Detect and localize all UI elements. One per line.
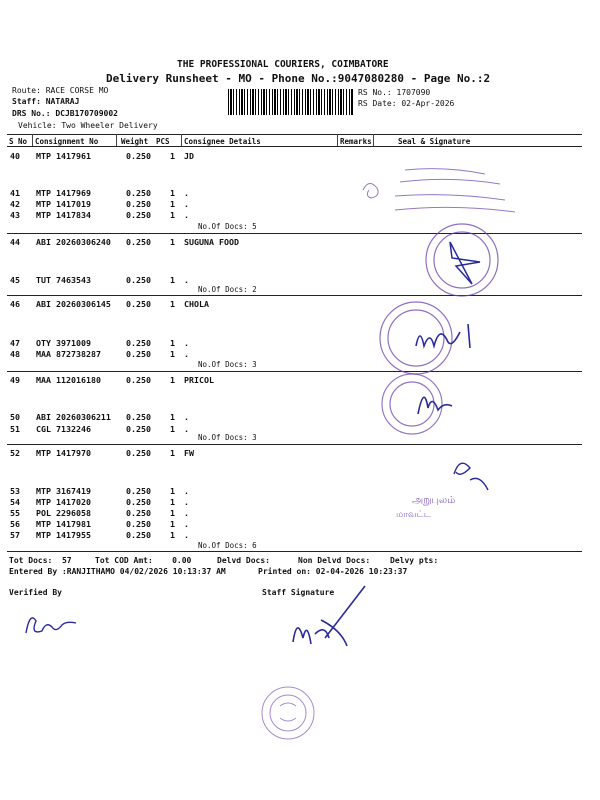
row-consignee: . <box>184 188 189 198</box>
row-weight: 0.250 <box>126 338 151 348</box>
row-consignee: . <box>184 349 189 359</box>
row-weight: 0.250 <box>126 299 151 309</box>
row-consignment-no: ABI 20260306145 <box>36 299 111 309</box>
staff-signature-icon <box>285 580 375 660</box>
row-consignee: SUGUNA FOOD <box>184 237 239 247</box>
row-consignee: . <box>184 338 189 348</box>
row-consignment-no: MTP 1417834 <box>36 210 91 220</box>
row-consignee: . <box>184 424 189 434</box>
row-consignment-no: MTP 1417955 <box>36 530 91 540</box>
group-doc-count: No.Of Docs: 2 <box>198 285 257 294</box>
row-weight: 0.250 <box>126 199 151 209</box>
delivery-points: Delvy pts: <box>390 556 439 565</box>
row-consignee: . <box>184 486 189 496</box>
row-consignee: . <box>184 497 189 507</box>
row-pcs: 1 <box>170 349 175 359</box>
verified-by-label: Verified By <box>9 588 62 597</box>
group-doc-count: No.Of Docs: 5 <box>198 222 257 231</box>
row-weight: 0.250 <box>126 508 151 518</box>
col-divider <box>181 134 182 146</box>
row-sno: 46 <box>10 299 20 309</box>
row-weight: 0.250 <box>126 375 151 385</box>
row-weight: 0.250 <box>126 210 151 220</box>
row-pcs: 1 <box>170 188 175 198</box>
row-sno: 45 <box>10 275 20 285</box>
row-weight: 0.250 <box>126 448 151 458</box>
printed-on: Printed on: 02-04-2026 10:23:37 <box>258 567 408 576</box>
delivered-docs: Delvd Docs: <box>217 556 270 565</box>
row-consignment-no: ABI 20260306211 <box>36 412 111 422</box>
rs-number: RS No.: 1707090 <box>358 88 431 97</box>
table-header-rule <box>7 146 582 147</box>
col-header-sno: S No <box>9 137 28 146</box>
col-header-weight: Weight <box>121 137 149 146</box>
row-pcs: 1 <box>170 299 175 309</box>
table-top-rule <box>7 134 582 135</box>
row-pcs: 1 <box>170 530 175 540</box>
col-header-pcs: PCS <box>156 137 170 146</box>
row-consignment-no: MTP 1417969 <box>36 188 91 198</box>
row-consignee: CHOLA <box>184 299 209 309</box>
row-sno: 55 <box>10 508 20 518</box>
row-sno: 49 <box>10 375 20 385</box>
row-weight: 0.250 <box>126 275 151 285</box>
row-pcs: 1 <box>170 424 175 434</box>
row-consignment-no: MTP 1417019 <box>36 199 91 209</box>
col-header-seal: Seal & Signature <box>398 137 471 146</box>
col-divider <box>337 134 338 146</box>
row-consignment-no: OTY 3971009 <box>36 338 91 348</box>
row-weight: 0.250 <box>126 486 151 496</box>
col-divider <box>32 134 33 146</box>
row-sno: 53 <box>10 486 20 496</box>
row-consignee: . <box>184 530 189 540</box>
row-consignment-no: MTP 1417961 <box>36 151 91 161</box>
col-divider <box>116 134 117 146</box>
row-consignment-no: TUT 7463543 <box>36 275 91 285</box>
row-weight: 0.250 <box>126 412 151 422</box>
row-sno: 44 <box>10 237 20 247</box>
row-sno: 57 <box>10 530 20 540</box>
row-pcs: 1 <box>170 275 175 285</box>
row-consignment-no: POL 2296058 <box>36 508 91 518</box>
row-consignment-no: ABI 20260306240 <box>36 237 111 247</box>
route-label: Route: RACE CORSE MO <box>12 86 109 95</box>
tamil-stamp-text: அறுபுலம் <box>412 495 456 506</box>
col-header-remarks: Remarks <box>340 137 372 146</box>
col-header-consignee: Consignee Details <box>184 137 261 146</box>
row-weight: 0.250 <box>126 151 151 161</box>
row-pcs: 1 <box>170 210 175 220</box>
row-weight: 0.250 <box>126 188 151 198</box>
row-sno: 56 <box>10 519 20 529</box>
non-delivered-docs: Non Delvd Docs: <box>298 556 371 565</box>
row-sno: 52 <box>10 448 20 458</box>
row-consignment-no: MTP 1417970 <box>36 448 91 458</box>
row-consignee: . <box>184 412 189 422</box>
row-consignee: PRICOL <box>184 375 214 385</box>
row-sno: 42 <box>10 199 20 209</box>
row-consignment-no: MTP 1417020 <box>36 497 91 507</box>
row-weight: 0.250 <box>126 530 151 540</box>
row-sno: 54 <box>10 497 20 507</box>
row-pcs: 1 <box>170 237 175 247</box>
row-consignee: FW <box>184 448 194 458</box>
group-separator <box>7 444 582 445</box>
drs-number: DRS No.: DCJB170709002 <box>12 109 118 118</box>
signature-scribble-icon <box>440 450 500 500</box>
entered-by: Entered By :RANJITHAMO 04/02/2026 10:13:37 AM <box>9 567 226 576</box>
rs-date: RS Date: 02-Apr-2026 <box>358 99 455 108</box>
barcode-image <box>228 89 354 115</box>
vehicle-label: Vehicle: Two Wheeler Delivery <box>18 121 158 130</box>
row-sno: 48 <box>10 349 20 359</box>
row-weight: 0.250 <box>126 497 151 507</box>
row-sno: 50 <box>10 412 20 422</box>
row-consignee: . <box>184 275 189 285</box>
staff-signature-label: Staff Signature <box>262 588 335 597</box>
round-seal-signed-icon <box>376 366 486 446</box>
group-doc-count: No.Of Docs: 6 <box>198 541 257 550</box>
faded-stamp-icon <box>258 680 318 746</box>
row-pcs: 1 <box>170 412 175 422</box>
row-sno: 43 <box>10 210 20 220</box>
row-pcs: 1 <box>170 375 175 385</box>
row-sno: 40 <box>10 151 20 161</box>
group-doc-count: No.Of Docs: 3 <box>198 433 257 442</box>
row-consignment-no: MTP 3167419 <box>36 486 91 496</box>
row-weight: 0.250 <box>126 424 151 434</box>
row-consignment-no: MAA 112016180 <box>36 375 101 385</box>
staff-label: Staff: NATARAJ <box>12 97 80 106</box>
row-weight: 0.250 <box>126 519 151 529</box>
row-weight: 0.250 <box>126 349 151 359</box>
row-pcs: 1 <box>170 199 175 209</box>
row-consignee: . <box>184 508 189 518</box>
verifier-signature-icon <box>18 605 98 645</box>
row-consignee: . <box>184 199 189 209</box>
row-weight: 0.250 <box>126 237 151 247</box>
row-consignment-no: MTP 1417981 <box>36 519 91 529</box>
col-header-consignment: Consignment No <box>35 137 99 146</box>
runsheet-title: Delivery Runsheet - MO - Phone No.:9047080280 - Page No.:2 <box>106 72 491 85</box>
group-separator <box>7 551 582 552</box>
row-sno: 41 <box>10 188 20 198</box>
total-cod: Tot COD Amt: 0.00 <box>95 556 192 565</box>
group-doc-count: No.Of Docs: 3 <box>198 360 257 369</box>
row-pcs: 1 <box>170 338 175 348</box>
row-pcs: 1 <box>170 486 175 496</box>
row-sno: 51 <box>10 424 20 434</box>
row-pcs: 1 <box>170 448 175 458</box>
total-docs: Tot Docs: 57 <box>9 556 72 565</box>
company-title: THE PROFESSIONAL COURIERS, COIMBATORE <box>177 59 389 70</box>
row-pcs: 1 <box>170 519 175 529</box>
row-pcs: 1 <box>170 508 175 518</box>
row-consignment-no: MAA 872738287 <box>36 349 101 359</box>
row-consignee: JD <box>184 151 194 161</box>
tamil-stamp-text: மாவட்ட <box>396 510 431 520</box>
row-pcs: 1 <box>170 151 175 161</box>
row-consignment-no: CGL 7132246 <box>36 424 91 434</box>
row-sno: 47 <box>10 338 20 348</box>
row-consignee: . <box>184 519 189 529</box>
row-consignee: . <box>184 210 189 220</box>
row-pcs: 1 <box>170 497 175 507</box>
col-divider <box>373 134 374 146</box>
